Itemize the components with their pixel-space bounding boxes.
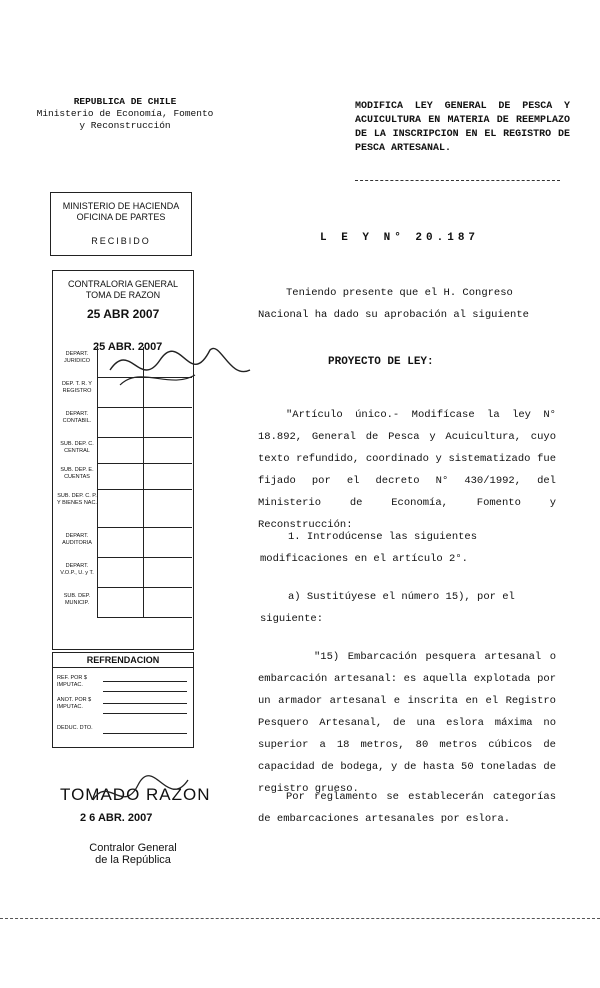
grid-cell bbox=[97, 557, 144, 588]
row-label: SUB. DEP. MUNICIP. bbox=[63, 593, 91, 606]
intro-line-1: Teniendo presente que el H. Congreso bbox=[286, 287, 513, 299]
grid-cell bbox=[97, 489, 144, 528]
stamp-contraloria-line2: TOMA DE RAZON bbox=[85, 290, 161, 300]
proyecto-heading: PROYECTO DE LEY: bbox=[328, 356, 434, 368]
ministry-line-1: Ministerio de Economía, Fomento bbox=[36, 108, 214, 119]
item-15-reglamento: Por reglamento se establecerán categorías de embarcaciones artesanales por eslora. bbox=[258, 791, 556, 825]
signer-line1: Contralor General bbox=[89, 842, 177, 854]
ref-line bbox=[103, 713, 187, 714]
ref-row-label: DEDUC. DTO. bbox=[57, 725, 93, 731]
law-number: L E Y N° 20.187 bbox=[320, 232, 480, 244]
grid-cell bbox=[143, 437, 192, 464]
stamp-date: 25 ABR. 2007 bbox=[93, 341, 163, 353]
grid-cell bbox=[143, 489, 192, 528]
stamp-hacienda-line3: RECIBIDO bbox=[91, 236, 151, 246]
item-15: "15) Embarcación pesquera artesanal o embarcación artesanal: es aquella explotada por un armador artesanal e inscrita en el Registro Pesquero Artesanal, de una eslora máxima no superior a 18 metros, 80 metros cúbicos de capacidad de bodega, y de hasta 50 toneladas de registro grueso. bbox=[258, 651, 556, 795]
ministry-line-2: y Reconstrucción bbox=[79, 120, 171, 131]
item-1: 1. Introdúcense las siguientes modificaciones en el artículo 2°. bbox=[260, 531, 478, 565]
row-label: SUB. DEP. C. P. Y BIENES NAC. bbox=[57, 493, 97, 506]
row-label: DEPART. JURIDICO bbox=[64, 351, 90, 364]
grid-cell bbox=[143, 463, 192, 490]
row-label: SUB. DEP. E. CUENTAS bbox=[60, 467, 94, 480]
intro-line-2: Nacional ha dado su aprobación al siguiente bbox=[258, 309, 529, 321]
contralor-title bbox=[78, 842, 188, 866]
grid-cell bbox=[143, 527, 192, 558]
item-a: a) Sustitúyese el número 15), por el siguiente: bbox=[260, 591, 515, 625]
grid-cell bbox=[97, 527, 144, 558]
grid-cell bbox=[97, 463, 144, 490]
ref-line bbox=[103, 733, 187, 734]
ministry-header bbox=[30, 96, 220, 132]
row-label: DEPART. CONTABIL. bbox=[62, 411, 92, 424]
stamp-hacienda bbox=[50, 192, 192, 256]
received-date: 25 ABR 2007 bbox=[87, 307, 160, 321]
grid-cell bbox=[143, 557, 192, 588]
tomado-razon-date: 2 6 ABR. 2007 bbox=[80, 812, 153, 824]
stamp-contraloria bbox=[52, 270, 194, 650]
tomado-razon-label: TOMADO RAZON bbox=[60, 785, 211, 804]
stamp-contraloria-heading bbox=[53, 279, 193, 301]
refrendacion-title: REFRENDACION bbox=[53, 655, 193, 668]
stamp-refrendacion bbox=[52, 652, 194, 748]
row-label: DEPART. AUDITORIA bbox=[62, 533, 92, 546]
ref-line bbox=[103, 681, 187, 682]
articulo-unico: "Artículo único.- Modifícase la ley N° 18.892, General de Pesca y Acuicultura, cuyo texto refundido, coordinado y sistematizado fue fijado por el decreto N° 430/1992, del Ministerio de Economía, Fomento y Reconstrucción: bbox=[258, 409, 556, 531]
grid-cell bbox=[97, 437, 144, 464]
signer-line2: de la República bbox=[95, 854, 171, 866]
ref-row-label: REF. POR $ IMPUTAC. bbox=[57, 675, 87, 688]
grid-cell bbox=[97, 407, 144, 438]
title-underline bbox=[355, 180, 560, 181]
stamp-contraloria-line1: CONTRALORIA GENERAL bbox=[67, 279, 179, 289]
row-label: DEPART. V.O.P., U. y T. bbox=[60, 563, 94, 576]
stamp-hacienda-line2: OFICINA DE PARTES bbox=[76, 212, 166, 222]
signature-icon bbox=[88, 770, 198, 820]
row-label: SUB. DEP. C. CENTRAL bbox=[60, 441, 94, 454]
ref-line bbox=[103, 691, 187, 692]
page-bottom-rule bbox=[0, 918, 600, 919]
stamp-hacienda-line1: MINISTERIO DE HACIENDA bbox=[62, 201, 180, 211]
grid-cell bbox=[143, 407, 192, 438]
ref-row-label: ANOT. POR $ IMPUTAC. bbox=[57, 697, 92, 710]
country-name: REPUBLICA DE CHILE bbox=[73, 96, 177, 107]
signature-icon bbox=[100, 330, 270, 400]
grid-cell bbox=[97, 587, 144, 618]
ref-line bbox=[103, 703, 187, 704]
grid-cell bbox=[143, 587, 192, 618]
row-label: DEP. T. R. Y REGISTRO bbox=[62, 381, 92, 394]
law-title: MODIFICA LEY GENERAL DE PESCA Y ACUICULTURA EN MATERIA DE REEMPLAZO DE LA INSCRIPCION EN EL REGISTRO DE PESCA ARTESANAL. bbox=[355, 101, 570, 154]
